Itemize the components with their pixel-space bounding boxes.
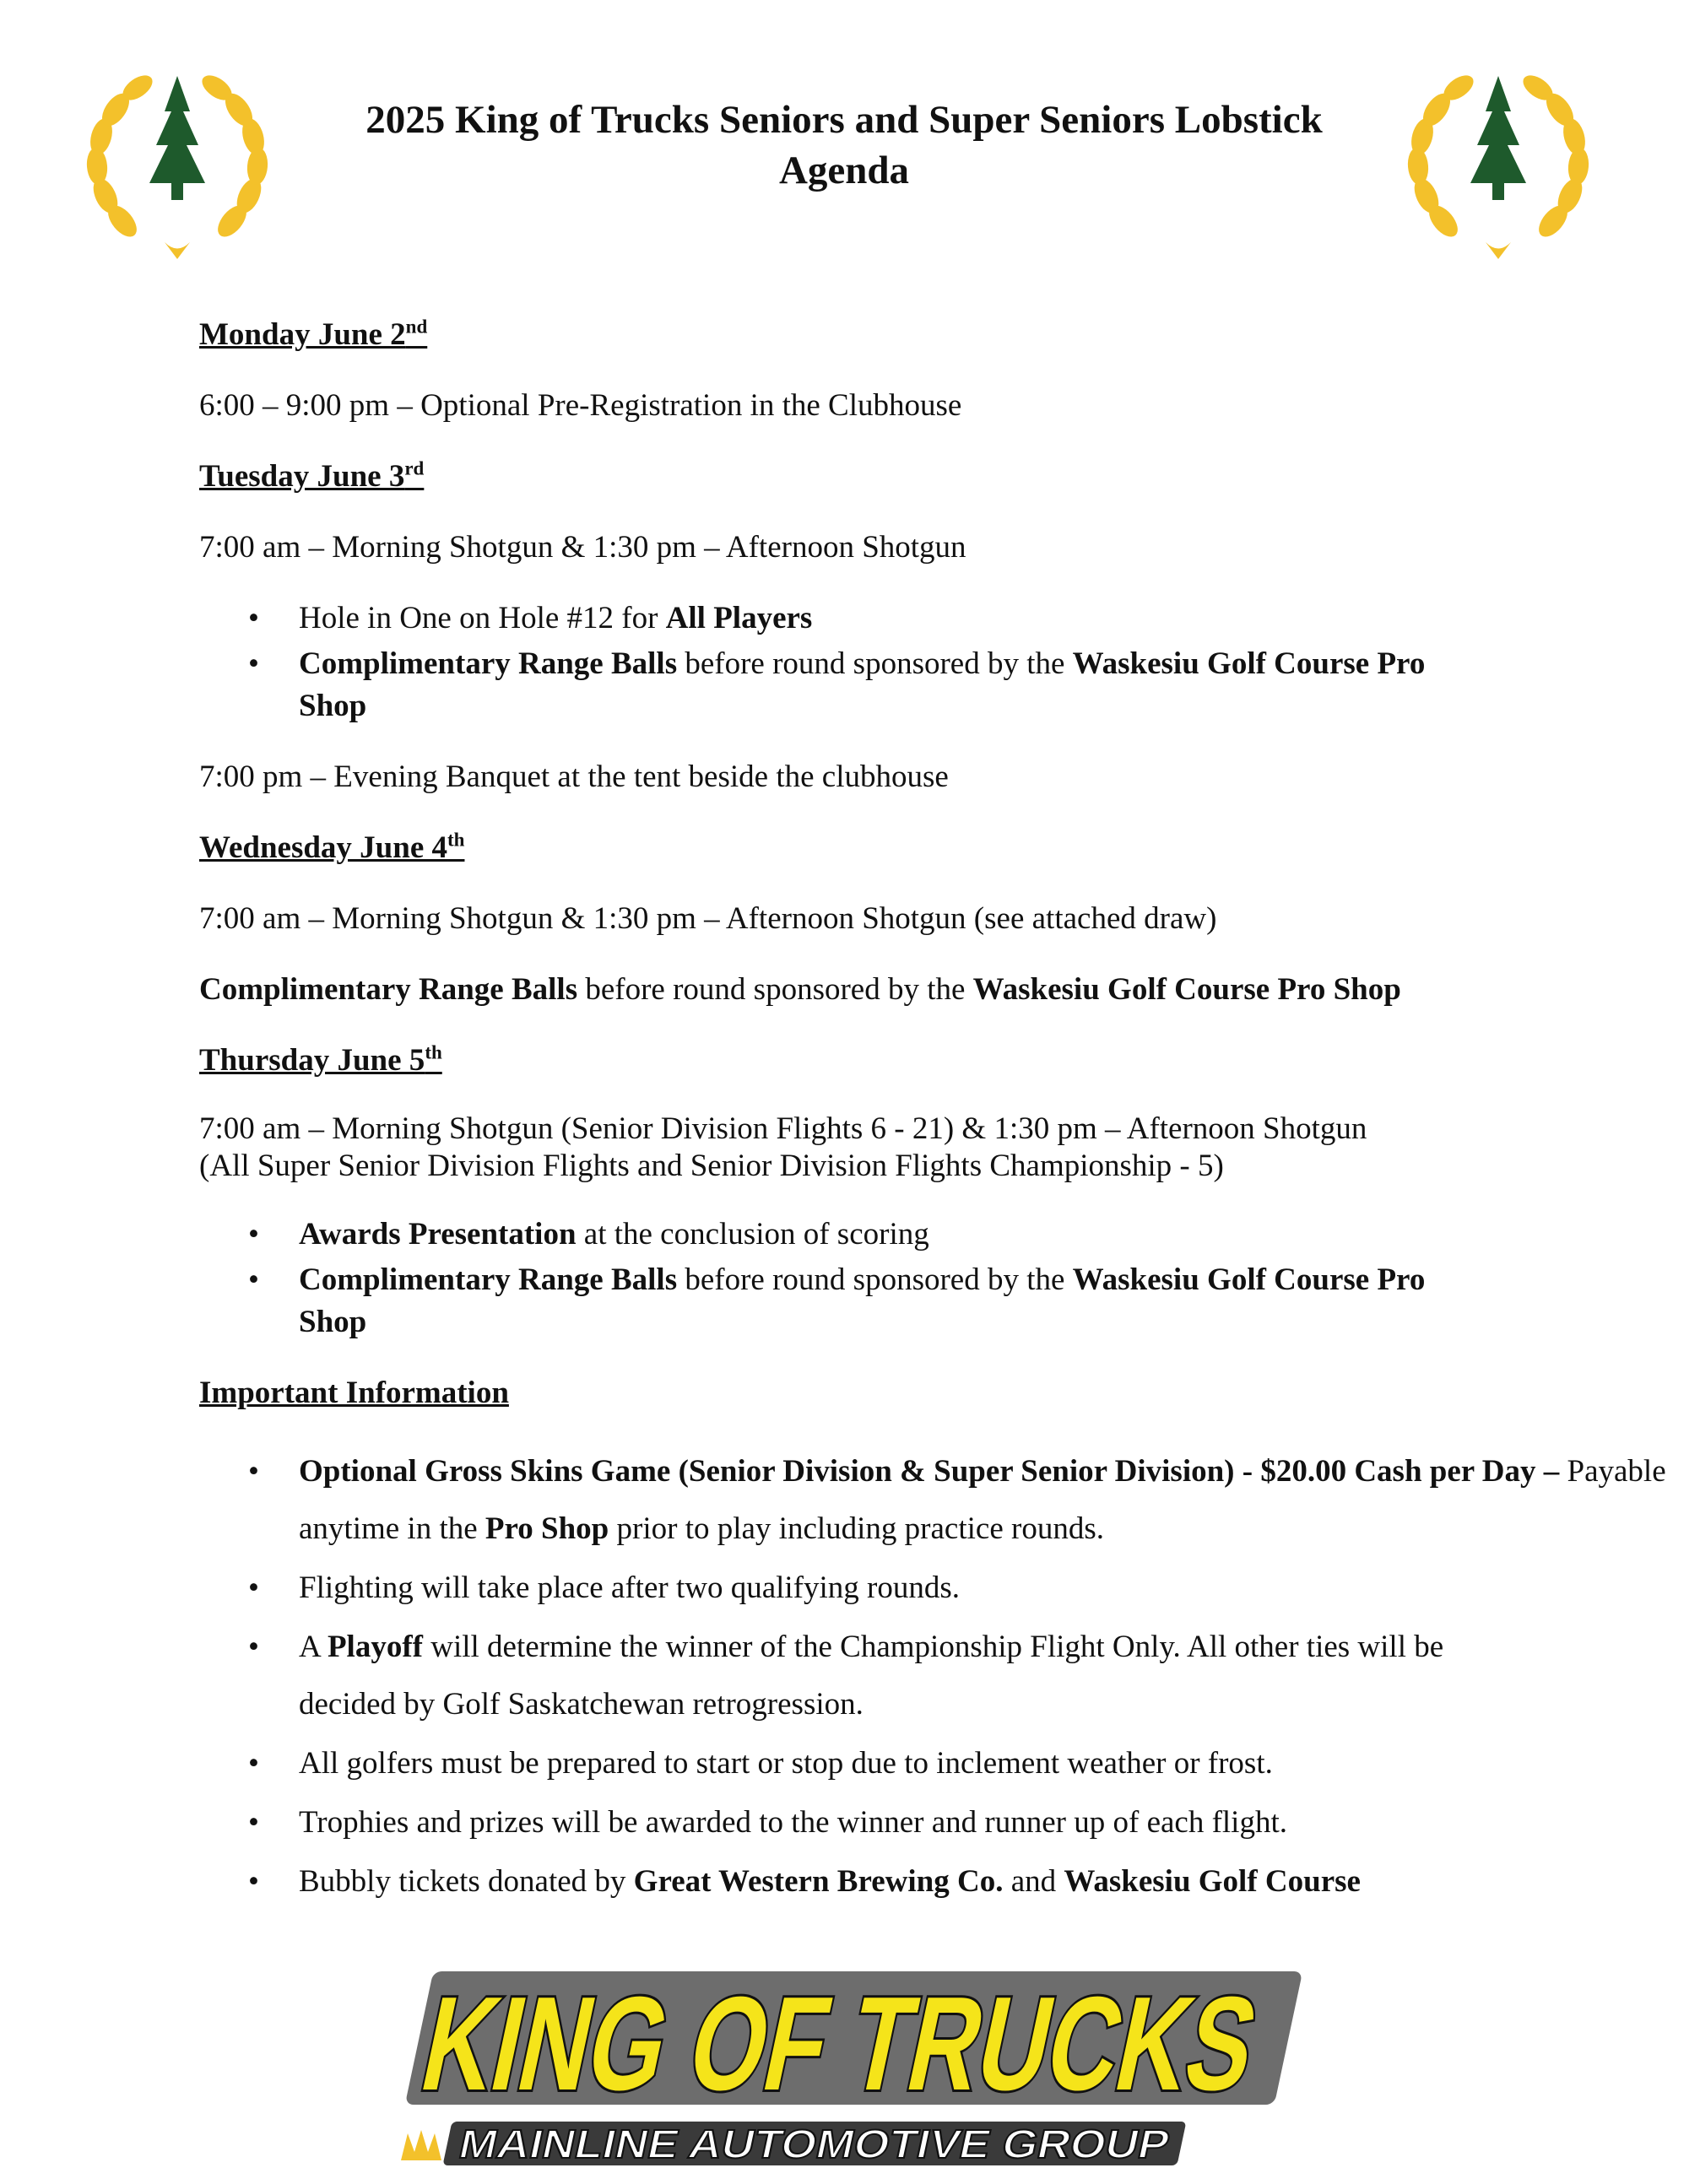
list-item: • Trophies and prizes will be awarded to the winner and runner up of each flight. (199, 1794, 1516, 1852)
important-info-heading: Important Information (199, 1376, 509, 1410)
list-item: • Optional Gross Skins Game (Senior Division & Super Senior Division) - $20.00 Cash per Day – Payable anytime in the Pro Shop prior to play including practice rounds. (199, 1443, 1700, 1558)
monday-heading: Monday June 2nd (199, 316, 428, 352)
laurel-tree-emblem-right (1393, 52, 1604, 263)
list-item: • Flighting will take place after two qualifying rounds. (199, 1560, 1516, 1617)
logo-sub-text: MAINLINE AUTOMOTIVE GROUP (455, 2122, 1100, 2167)
title-line-2: Agenda (778, 149, 910, 192)
wednesday-shotgun: 7:00 am – Morning Shotgun & 1:30 pm – Afternoon Shotgun (see attached draw) (199, 901, 1217, 936)
monday-registration: 6:00 – 9:00 pm – Optional Pre-Registration in the Clubhouse (199, 388, 962, 423)
logo-main-text: KING OF TRUCKS (410, 1968, 1591, 2118)
tuesday-list (199, 597, 1516, 727)
thursday-shotgun: 7:00 am – Morning Shotgun (Senior Division Flights 6 - 21) & 1:30 pm – Afternoon Shotgun (All Super Senior Division Flights and Senior Division Flights Championship - 5) (199, 1111, 1367, 1183)
thursday-heading: Thursday June 5th (199, 1041, 442, 1078)
thursday-list (199, 1214, 1516, 1343)
list-item: • Complimentary Range Balls before round sponsored by the Waskesiu Golf Course Pro Shop (199, 1259, 1455, 1343)
tuesday-shotgun: 7:00 am – Morning Shotgun & 1:30 pm – Afternoon Shotgun (199, 530, 966, 565)
list-item: • Bubbly tickets donated by Great Western Brewing Co. and Waskesiu Golf Course (199, 1853, 1516, 1911)
important-info-list (199, 1443, 1666, 1911)
agenda-body (199, 314, 1666, 1939)
tuesday-banquet: 7:00 pm – Evening Banquet at the tent beside the clubhouse (199, 760, 949, 794)
crown-icon (401, 2130, 441, 2160)
list-item: • Hole in One on Hole #12 for All Players (199, 597, 1455, 640)
page-title (279, 95, 1410, 196)
laurel-tree-emblem-left (72, 52, 283, 263)
title-line-1: 2025 King of Trucks Seniors and Super Seniors Lobstick (365, 98, 1323, 142)
wednesday-heading: Wednesday June 4th (199, 829, 465, 865)
list-item: • Awards Presentation at the conclusion of scoring (199, 1214, 1455, 1256)
list-item: • All golfers must be prepared to start or stop due to inclement weather or frost. (199, 1735, 1516, 1792)
tuesday-heading: Tuesday June 3rd (199, 457, 425, 494)
king-of-trucks-logo (384, 1965, 1591, 2171)
wednesday-range-balls: Complimentary Range Balls before round sponsored by the Waskesiu Golf Course Pro Shop (199, 972, 1401, 1007)
list-item: • Complimentary Range Balls before round sponsored by the Waskesiu Golf Course Pro Shop (199, 643, 1455, 727)
list-item: • A Playoff will determine the winner of the Championship Flight Only. All other ties will be decided by Golf Saskatchewan retrogression. (199, 1619, 1497, 1733)
